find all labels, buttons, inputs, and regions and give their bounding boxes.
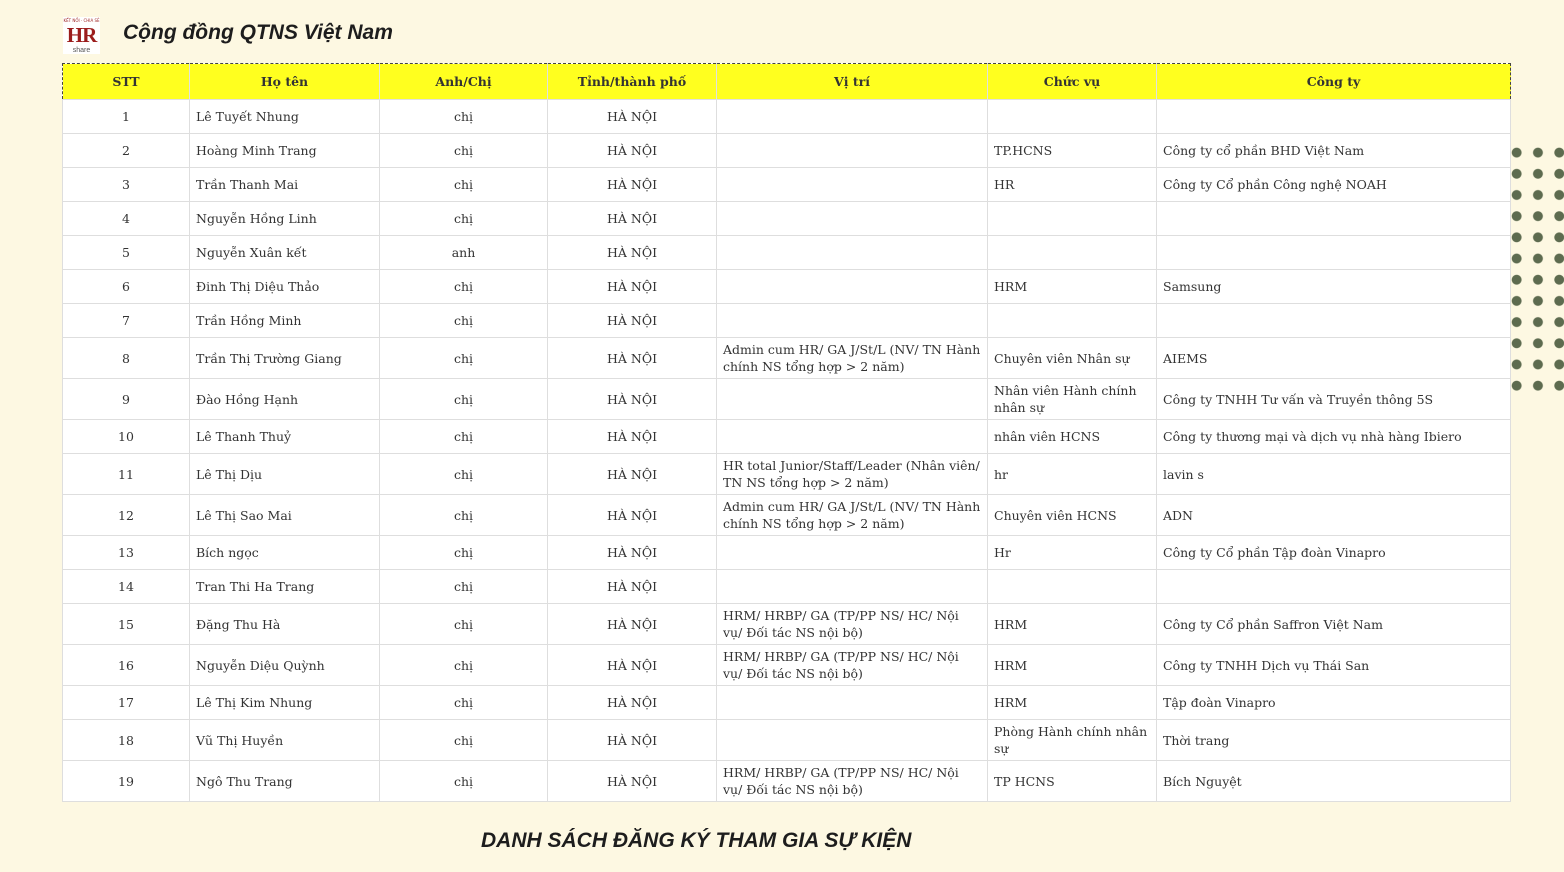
cell-role — [988, 202, 1157, 236]
cell-stt: 1 — [63, 100, 190, 134]
column-header-role: Chức vụ — [988, 64, 1157, 100]
cell-role — [988, 100, 1157, 134]
column-header-company: Công ty — [1157, 64, 1511, 100]
cell-name: Nguyễn Xuân kết — [190, 236, 380, 270]
table-row — [63, 495, 1511, 536]
cell-stt: 8 — [63, 338, 190, 379]
cell-company: ADN — [1157, 495, 1511, 536]
table-row — [63, 100, 1511, 134]
cell-city: HÀ NỘI — [548, 236, 717, 270]
column-header-stt: STT — [63, 64, 190, 100]
cell-title: chị — [380, 536, 548, 570]
cell-role: HRM — [988, 645, 1157, 686]
cell-stt: 19 — [63, 761, 190, 802]
cell-position — [717, 420, 988, 454]
cell-company — [1157, 304, 1511, 338]
cell-stt: 13 — [63, 536, 190, 570]
cell-position — [717, 686, 988, 720]
cell-name: Đào Hồng Hạnh — [190, 379, 380, 420]
cell-city: HÀ NỘI — [548, 134, 717, 168]
cell-name: Trần Hồng Minh — [190, 304, 380, 338]
cell-name: Lê Thanh Thuỷ — [190, 420, 380, 454]
cell-name: Trần Thị Trường Giang — [190, 338, 380, 379]
logo-mark: HR — [66, 23, 97, 47]
decorative-dots — [1509, 145, 1564, 397]
cell-stt: 6 — [63, 270, 190, 304]
cell-role: TP.HCNS — [988, 134, 1157, 168]
cell-company: lavin s — [1157, 454, 1511, 495]
table-row — [63, 304, 1511, 338]
cell-city: HÀ NỘI — [548, 270, 717, 304]
cell-company: Công ty Cổ phần Tập đoàn Vinapro — [1157, 536, 1511, 570]
cell-title: chị — [380, 454, 548, 495]
cell-city: HÀ NỘI — [548, 604, 717, 645]
cell-position — [717, 720, 988, 761]
cell-name: Tran Thi Ha Trang — [190, 570, 380, 604]
cell-city: HÀ NỘI — [548, 304, 717, 338]
cell-name: Hoàng Minh Trang — [190, 134, 380, 168]
cell-title: anh — [380, 236, 548, 270]
hr-share-logo — [63, 17, 100, 54]
table-row — [63, 761, 1511, 802]
cell-stt: 7 — [63, 304, 190, 338]
cell-name: Bích ngọc — [190, 536, 380, 570]
cell-role: nhân viên HCNS — [988, 420, 1157, 454]
cell-stt: 3 — [63, 168, 190, 202]
table-row — [63, 134, 1511, 168]
cell-name: Lê Thị Sao Mai — [190, 495, 380, 536]
cell-stt: 11 — [63, 454, 190, 495]
cell-position — [717, 236, 988, 270]
cell-position — [717, 270, 988, 304]
cell-name: Nguyễn Hồng Linh — [190, 202, 380, 236]
cell-company — [1157, 202, 1511, 236]
cell-position: Admin cum HR/ GA J/St/L (NV/ TN Hành chính NS tổng hợp > 2 năm) — [717, 495, 988, 536]
cell-role: Hr — [988, 536, 1157, 570]
cell-company: Công ty TNHH Dịch vụ Thái San — [1157, 645, 1511, 686]
cell-city: HÀ NỘI — [548, 645, 717, 686]
cell-title: chị — [380, 134, 548, 168]
cell-position: Admin cum HR/ GA J/St/L (NV/ TN Hành chính NS tổng hợp > 2 năm) — [717, 338, 988, 379]
logo-subtext: share — [72, 47, 91, 54]
cell-company: Công ty Cổ phần Công nghệ NOAH — [1157, 168, 1511, 202]
cell-role: Chuyên viên HCNS — [988, 495, 1157, 536]
table-row — [63, 645, 1511, 686]
cell-city: HÀ NỘI — [548, 379, 717, 420]
table-row — [63, 420, 1511, 454]
cell-role — [988, 236, 1157, 270]
cell-role: Chuyên viên Nhân sự — [988, 338, 1157, 379]
table-row — [63, 270, 1511, 304]
cell-position — [717, 134, 988, 168]
column-header-position: Vị trí — [717, 64, 988, 100]
cell-company: Công ty cổ phần BHD Việt Nam — [1157, 134, 1511, 168]
cell-title: chị — [380, 761, 548, 802]
cell-city: HÀ NỘI — [548, 536, 717, 570]
cell-title: chị — [380, 570, 548, 604]
cell-city: HÀ NỘI — [548, 100, 717, 134]
cell-title: chị — [380, 202, 548, 236]
cell-company — [1157, 570, 1511, 604]
cell-title: chị — [380, 720, 548, 761]
cell-role: HR — [988, 168, 1157, 202]
cell-position: HRM/ HRBP/ GA (TP/PP NS/ HC/ Nội vụ/ Đối tác NS nội bộ) — [717, 761, 988, 802]
table-row — [63, 236, 1511, 270]
cell-name: Đinh Thị Diệu Thảo — [190, 270, 380, 304]
column-header-name: Họ tên — [190, 64, 380, 100]
cell-company: Công ty Cổ phần Saffron Việt Nam — [1157, 604, 1511, 645]
cell-stt: 10 — [63, 420, 190, 454]
cell-city: HÀ NỘI — [548, 720, 717, 761]
cell-title: chị — [380, 645, 548, 686]
cell-stt: 12 — [63, 495, 190, 536]
cell-title: chị — [380, 686, 548, 720]
registration-table — [62, 63, 1511, 802]
cell-stt: 17 — [63, 686, 190, 720]
table-row — [63, 168, 1511, 202]
cell-company: Công ty TNHH Tư vấn và Truyền thông 5S — [1157, 379, 1511, 420]
cell-stt: 14 — [63, 570, 190, 604]
table-row — [63, 570, 1511, 604]
cell-city: HÀ NỘI — [548, 495, 717, 536]
cell-stt: 15 — [63, 604, 190, 645]
cell-stt: 9 — [63, 379, 190, 420]
column-header-title: Anh/Chị — [380, 64, 548, 100]
cell-company: Tập đoàn Vinapro — [1157, 686, 1511, 720]
cell-stt: 18 — [63, 720, 190, 761]
table-row — [63, 454, 1511, 495]
cell-company: Thời trang — [1157, 720, 1511, 761]
table-row — [63, 338, 1511, 379]
cell-name: Ngô Thu Trang — [190, 761, 380, 802]
cell-name: Lê Thị Kim Nhung — [190, 686, 380, 720]
cell-position: HR total Junior/Staff/Leader (Nhân viên/ TN NS tổng hợp > 2 năm) — [717, 454, 988, 495]
brand-title: Cộng đồng QTNS Việt Nam — [123, 21, 393, 44]
cell-position — [717, 304, 988, 338]
cell-role — [988, 304, 1157, 338]
logo-tagline: KẾT NỐI · CHIA SẺ — [63, 18, 100, 23]
cell-city: HÀ NỘI — [548, 570, 717, 604]
table-row — [63, 379, 1511, 420]
cell-stt: 5 — [63, 236, 190, 270]
cell-position — [717, 570, 988, 604]
cell-role: hr — [988, 454, 1157, 495]
table-row — [63, 720, 1511, 761]
table-row — [63, 202, 1511, 236]
cell-company — [1157, 100, 1511, 134]
cell-city: HÀ NỘI — [548, 686, 717, 720]
cell-company — [1157, 236, 1511, 270]
cell-city: HÀ NỘI — [548, 168, 717, 202]
cell-role: HRM — [988, 270, 1157, 304]
cell-name: Trần Thanh Mai — [190, 168, 380, 202]
event-list-title: DANH SÁCH ĐĂNG KÝ THAM GIA SỰ KIỆN — [481, 829, 912, 852]
table-row — [63, 604, 1511, 645]
cell-title: chị — [380, 604, 548, 645]
cell-title: chị — [380, 420, 548, 454]
cell-position — [717, 100, 988, 134]
cell-company: Samsung — [1157, 270, 1511, 304]
cell-name: Đặng Thu Hà — [190, 604, 380, 645]
cell-position: HRM/ HRBP/ GA (TP/PP NS/ HC/ Nội vụ/ Đối tác NS nội bộ) — [717, 604, 988, 645]
cell-title: chị — [380, 270, 548, 304]
cell-title: chị — [380, 338, 548, 379]
cell-title: chị — [380, 304, 548, 338]
cell-name: Nguyễn Diệu Quỳnh — [190, 645, 380, 686]
cell-name: Lê Thị Dịu — [190, 454, 380, 495]
table-header-row — [63, 64, 1511, 100]
cell-position — [717, 168, 988, 202]
cell-position — [717, 202, 988, 236]
column-header-city: Tỉnh/thành phố — [548, 64, 717, 100]
table-row — [63, 536, 1511, 570]
cell-role: Nhân viên Hành chính nhân sự — [988, 379, 1157, 420]
cell-position — [717, 379, 988, 420]
cell-role: Phòng Hành chính nhân sự — [988, 720, 1157, 761]
cell-role: HRM — [988, 686, 1157, 720]
cell-city: HÀ NỘI — [548, 420, 717, 454]
cell-role — [988, 570, 1157, 604]
cell-position: HRM/ HRBP/ GA (TP/PP NS/ HC/ Nội vụ/ Đối tác NS nội bộ) — [717, 645, 988, 686]
cell-company: AIEMS — [1157, 338, 1511, 379]
cell-city: HÀ NỘI — [548, 338, 717, 379]
cell-city: HÀ NỘI — [548, 202, 717, 236]
cell-name: Vũ Thị Huyền — [190, 720, 380, 761]
cell-title: chị — [380, 379, 548, 420]
cell-city: HÀ NỘI — [548, 454, 717, 495]
cell-company: Công ty thương mại và dịch vụ nhà hàng Ibiero — [1157, 420, 1511, 454]
cell-role: HRM — [988, 604, 1157, 645]
cell-name: Lê Tuyết Nhung — [190, 100, 380, 134]
cell-title: chị — [380, 495, 548, 536]
cell-company: Bích Nguyệt — [1157, 761, 1511, 802]
table-row — [63, 686, 1511, 720]
cell-stt: 2 — [63, 134, 190, 168]
cell-title: chị — [380, 168, 548, 202]
cell-position — [717, 536, 988, 570]
cell-city: HÀ NỘI — [548, 761, 717, 802]
cell-title: chị — [380, 100, 548, 134]
cell-role: TP HCNS — [988, 761, 1157, 802]
cell-stt: 16 — [63, 645, 190, 686]
cell-stt: 4 — [63, 202, 190, 236]
